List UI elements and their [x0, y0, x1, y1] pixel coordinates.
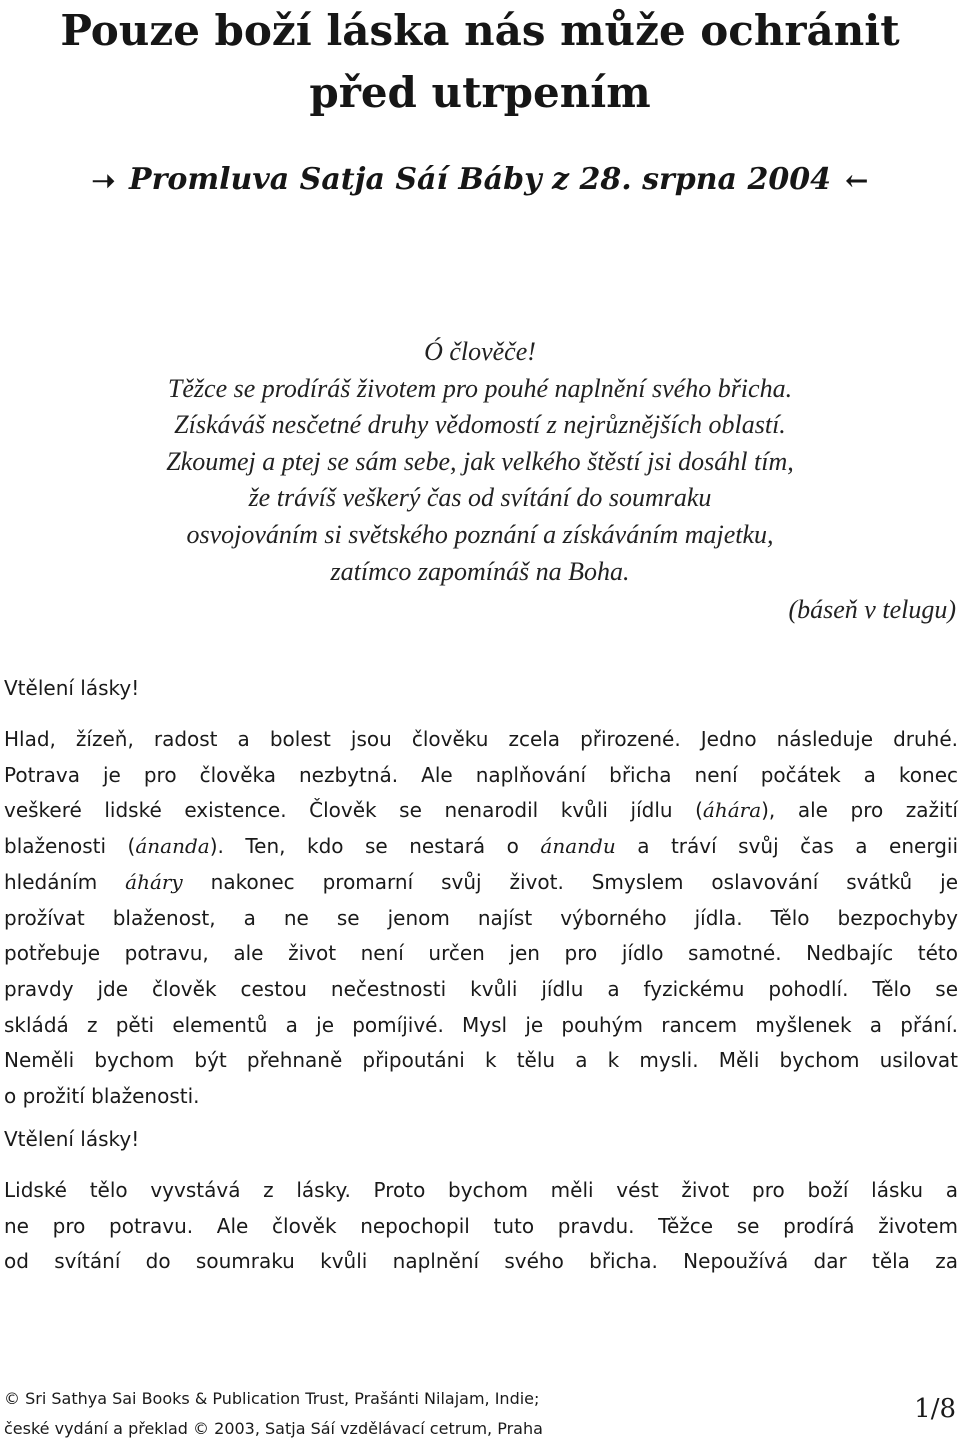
section-heading: Vtělení lásky!	[4, 676, 140, 700]
term-ahara: áhára	[702, 798, 762, 823]
paragraph-line: hledáním áháry nakonec promarní svůj život. Smyslem oslavování svátků je	[4, 869, 959, 894]
paragraph-line: Neměli bychom být přehnaně připoutáni k tělu a k mysli. Měli bychom usilovat	[4, 1048, 958, 1073]
poem-line: Ó člověče!	[424, 337, 536, 366]
paragraph	[4, 1173, 958, 1280]
paragraph-line: veškeré lidské existence. Člověk se nenarodil kvůli jídlu (áhára), ale pro zažití	[4, 798, 958, 823]
title-line: Pouze boží láska nás může ochránit	[60, 6, 900, 55]
footer-line: české vydání a překlad © 2003, Satja Sáí vzdělávací cetrum, Praha	[4, 1419, 543, 1438]
arrow-right-icon: ➝	[91, 164, 116, 197]
footer-copyright	[4, 1384, 543, 1444]
subtitle-text: Promluva Satja Sáí Báby z 28. srpna 2004	[129, 162, 831, 197]
term-ahary: áháry	[125, 869, 183, 894]
poem-attribution: (báseň v telugu)	[788, 595, 956, 624]
paragraph-line: potřebuje potravu, ale život není určen jen pro jídlo samotné. Nedbajíc této	[4, 941, 958, 966]
poem-line: zatímco zapomínáš na Boha.	[330, 556, 630, 586]
paragraph-line: prožívat blaženost, a ne se jenom najíst výborného jídla. Tělo bezpochyby	[4, 905, 958, 930]
poem-line: osvojováním si světského poznání a získáváním majetku,	[186, 519, 774, 549]
subtitle	[0, 158, 960, 202]
footer-line: © Sri Sathya Sai Books & Publication Trust, Prašánti Nilajam, Indie;	[4, 1389, 540, 1408]
document-title	[0, 0, 960, 124]
poem	[0, 334, 960, 590]
arrow-left-icon: ←	[844, 164, 869, 197]
paragraph-line: ne pro potravu. Ale člověk nepochopil tuto pravdu. Těžce se prodírá životem	[4, 1213, 958, 1238]
paragraph-line: o prožití blaženosti.	[4, 1084, 200, 1109]
poem-line: Zkoumej a ptej se sám sebe, jak velkého štěstí jsi dosáhl tím,	[166, 446, 794, 476]
term-anandu: ánandu	[540, 834, 616, 859]
poem-line: Získáváš nesčetné druhy vědomostí z nejrůznějších oblastí.	[174, 410, 786, 440]
paragraph	[4, 722, 958, 1115]
page-number: 1/8	[914, 1394, 956, 1424]
term-ananda: ánanda	[135, 834, 210, 859]
paragraph-line: Hlad, žízeň, radost a bolest jsou člověku zcela přirozené. Jedno následuje druhé.	[4, 727, 958, 751]
paragraph-line: Lidské tělo vyvstává z lásky. Proto bychom měli vést život pro boží lásku a	[4, 1178, 958, 1202]
poem-line: Těžce se prodíráš životem pro pouhé naplnění svého břicha.	[167, 373, 793, 403]
paragraph-line: od svítání do soumraku kvůli naplnění svého břicha. Nepoužívá dar těla za	[4, 1249, 958, 1274]
paragraph-line: pravdy jde člověk cestou nečestnosti kvůli jídlu a fyzickému pohodlí. Tělo se	[4, 976, 958, 1001]
title-line: před utrpením	[309, 68, 651, 117]
paragraph-line: Potrava je pro člověka nezbytná. Ale naplňování břicha není počátek a konec	[4, 762, 958, 787]
paragraph-line: skládá z pěti elementů a je pomíjivé. Mysl je pouhým rancem myšlenek a přání.	[4, 1012, 958, 1037]
paragraph-line: blaženosti (ánanda). Ten, kdo se nestará o ánandu a tráví svůj čas a energii	[4, 834, 958, 859]
poem-line: že trávíš veškerý čas od svítání do soumraku	[248, 483, 712, 513]
section-heading: Vtělení lásky!	[4, 1127, 140, 1151]
